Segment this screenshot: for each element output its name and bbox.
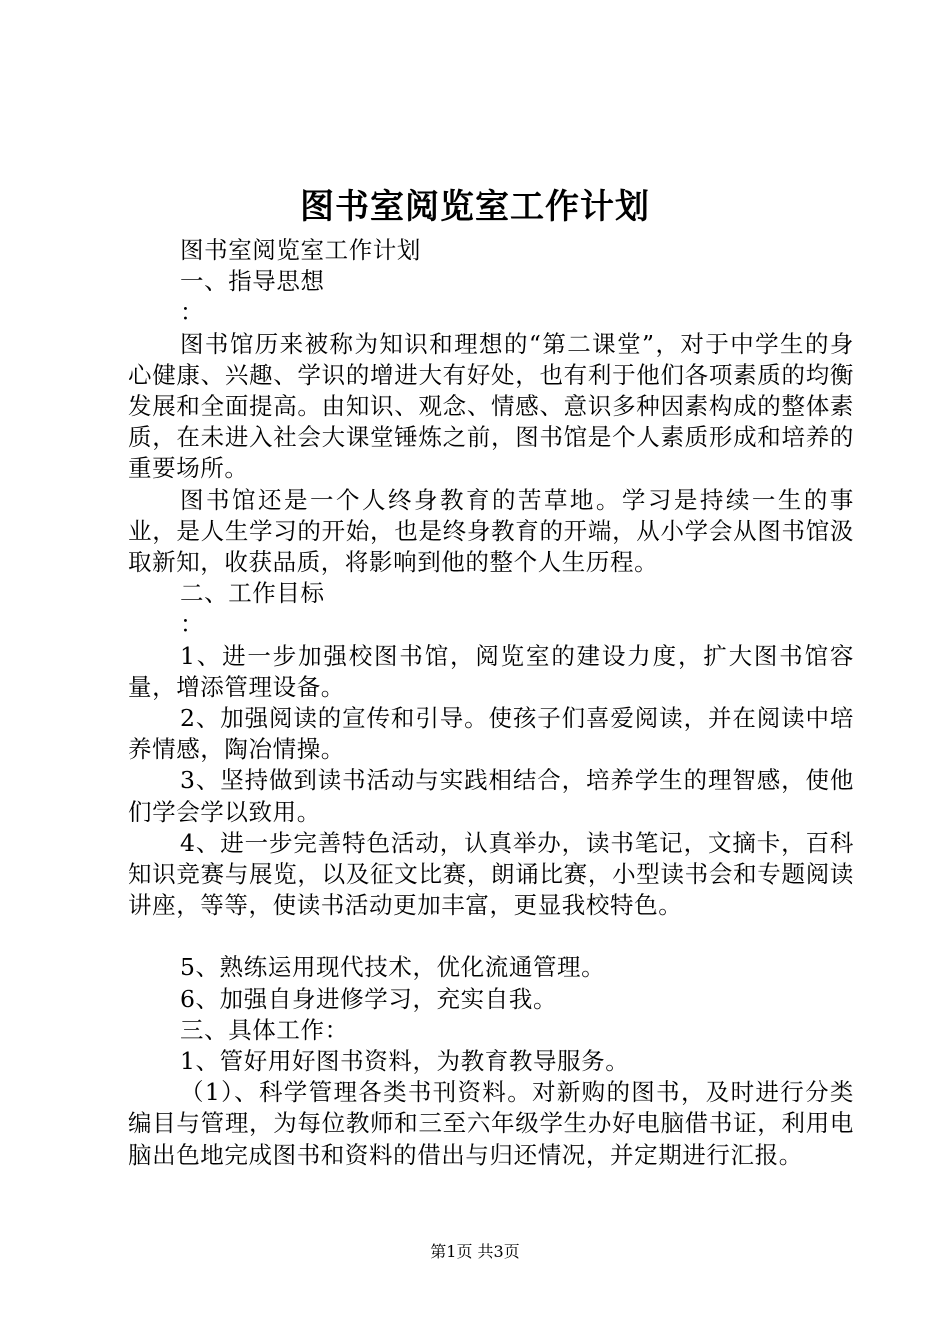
list-item: 1、进一步加强校图书馆，阅览室的建设力度，扩大图书馆容量，增添管理设备。 [128,641,854,701]
paragraph: 图书馆历来被称为知识和理想的“第二课堂”，对于中学生的身心健康、兴趣、学识的增进大有好处，也有利于他们各项素质的均衡发展和全面提高。由知识、观念、情感、意识多种因素构成的整体素质，在未进入社会大课堂锤炼之前，图书馆是个人素质形成和培养的重要场所。 [128,329,854,483]
paragraph-subtitle: 图书室阅览室工作计划 [180,236,421,264]
list-item: 2、加强阅读的宣传和引导。使孩子们喜爱阅读，并在阅读中培养情感，陶冶情操。 [128,704,854,764]
page-number-footer: 第1页 共3页 [430,1242,520,1261]
document-body [128,235,854,1171]
heading-guiding-thought: 一、指导思想 [180,267,325,296]
heading-work-goals: 二、工作目标 [180,579,325,608]
paragraph: 图书馆还是一个人终身教育的苦草地。学习是持续一生的事业，是人生学习的开始，也是终身教育的开端，从小学会从图书馆汲取新知，收获品质，将影响到他的整个人生历程。 [128,485,854,577]
list-item: （1）、科学管理各类书刊资料。对新购的图书，及时进行分类编目与管理，为每位教师和三至六年级学生办好电脑借书证，利用电脑出色地完成图书和资料的借出与归还情况，并定期进行汇报。 [128,1078,854,1169]
heading-colon: ： [180,298,205,327]
document-title: 图书室阅览室工作计划 [300,187,650,227]
list-item: 5、熟练运用现代技术，优化流通管理。 [180,953,606,982]
list-item: 1、管好用好图书资料，为教育教导服务。 [180,1047,630,1076]
heading-colon: ： [180,610,205,639]
list-item: 4、进一步完善特色活动，认真举办，读书笔记，文摘卡，百科知识竞赛与展览，以及征文比赛，朗诵比赛，小型读书会和专题阅读讲座，等等，使读书活动更加丰富，更显我校特色。 [128,828,854,920]
heading-specific-work: 三、具体工作： [180,1015,349,1044]
list-item: 3、坚持做到读书活动与实践相结合，培养学生的理智感，使他们学会学以致用。 [128,766,854,826]
list-item: 6、加强自身进修学习，充实自我。 [180,984,558,1013]
